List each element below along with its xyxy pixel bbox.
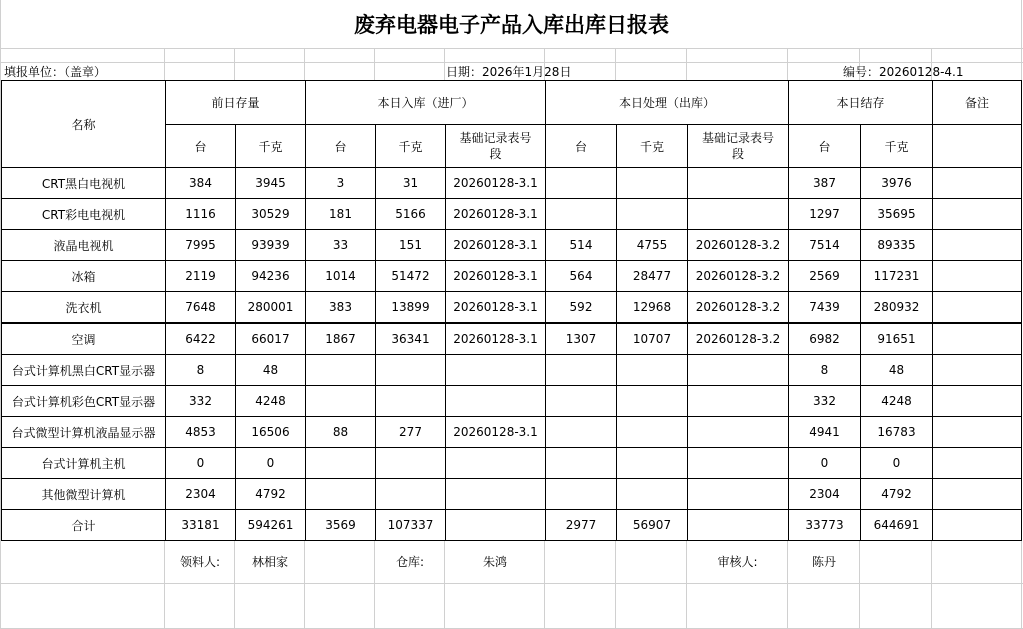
header-unit-count: 台 — [789, 125, 861, 168]
cell-remark — [933, 479, 1022, 510]
cell-in-record — [446, 510, 546, 541]
cell-out-kg — [617, 199, 688, 230]
cell-out-kg: 28477 — [617, 261, 688, 292]
row-name: 冰箱 — [2, 261, 166, 292]
cell-in-count: 3 — [306, 168, 376, 199]
total-row — [2, 510, 1022, 541]
row-name: 其他微型计算机 — [2, 479, 166, 510]
cell-prev-kg: 594261 — [236, 510, 306, 541]
cell-in-record — [446, 448, 546, 479]
cell-remark — [933, 448, 1022, 479]
row-name: 洗衣机 — [2, 292, 166, 324]
cell-in-kg — [376, 479, 446, 510]
cell-in-kg: 5166 — [376, 199, 446, 230]
cell-bal-kg: 91651 — [861, 323, 933, 355]
cell-bal-count: 387 — [789, 168, 861, 199]
cell-remark — [933, 292, 1022, 324]
cell-in-record — [446, 386, 546, 417]
cell-out-record: 20260128-3.2 — [688, 323, 789, 355]
header-record-range-text: 基础记录表号段 — [459, 131, 532, 161]
warehouse-name: 朱鸿 — [482, 554, 507, 569]
cell-in-kg — [376, 386, 446, 417]
cell-remark — [933, 199, 1022, 230]
header-unit-count: 台 — [546, 125, 617, 168]
header-processed: 本日处理（出库） — [546, 81, 789, 125]
cell-out-kg — [617, 168, 688, 199]
cell-out-count — [546, 479, 617, 510]
cell-out-count — [546, 199, 617, 230]
cell-prev-kg: 3945 — [236, 168, 306, 199]
cell-remark — [933, 230, 1022, 261]
cell-out-kg: 4755 — [617, 230, 688, 261]
row-name: 台式微型计算机液晶显示器 — [2, 417, 166, 448]
cell-prev-kg: 66017 — [236, 323, 306, 355]
sign-blank — [932, 539, 1021, 583]
cell-out-record — [688, 479, 789, 510]
cell-out-count — [546, 168, 617, 199]
cell-prev-kg: 0 — [236, 448, 306, 479]
cell-in-count: 1014 — [306, 261, 376, 292]
cell-bal-kg: 4792 — [861, 479, 933, 510]
header-inbound: 本日入库（进厂） — [306, 81, 546, 125]
cell-out-record — [688, 386, 789, 417]
cell-bal-count: 8 — [789, 355, 861, 386]
table-row — [2, 323, 1022, 355]
cell-prev-count: 7995 — [166, 230, 236, 261]
warehouse-label: 仓库: — [395, 554, 425, 569]
cell-bal-count: 6982 — [789, 323, 861, 355]
cell-out-count — [546, 386, 617, 417]
cell-in-count: 33 — [306, 230, 376, 261]
cell-prev-count: 332 — [166, 386, 236, 417]
row-name: 合计 — [2, 510, 166, 541]
cell-in-record: 20260128-3.1 — [446, 199, 546, 230]
table-row — [2, 168, 1022, 199]
collector-label: 领料人: — [179, 554, 221, 569]
cell-bal-kg: 117231 — [861, 261, 933, 292]
sign-blank — [860, 539, 932, 583]
table-row — [2, 355, 1022, 386]
reporting-unit: 填报单位：（盖章） — [4, 65, 107, 79]
header-unit-kg: 千克 — [861, 125, 933, 168]
cell-out-kg — [617, 448, 688, 479]
header-row-groups — [2, 81, 1022, 125]
cell-remark — [933, 355, 1022, 386]
cell-out-count: 514 — [546, 230, 617, 261]
cell-remark — [933, 386, 1022, 417]
cell-in-kg: 151 — [376, 230, 446, 261]
cell-out-record: 20260128-3.2 — [688, 261, 789, 292]
cell-bal-count: 1297 — [789, 199, 861, 230]
cell-bal-kg: 16783 — [861, 417, 933, 448]
cell-in-count: 3569 — [306, 510, 376, 541]
table-row — [2, 261, 1022, 292]
cell-bal-count: 33773 — [789, 510, 861, 541]
cell-in-kg: 51472 — [376, 261, 446, 292]
cell-bal-count: 2569 — [789, 261, 861, 292]
cell-out-record: 20260128-3.2 — [688, 292, 789, 324]
row-name: CRT黑白电视机 — [2, 168, 166, 199]
row-name: 台式计算机彩色CRT显示器 — [2, 386, 166, 417]
cell-in-kg: 107337 — [376, 510, 446, 541]
cell-prev-kg: 280001 — [236, 292, 306, 324]
header-name: 名称 — [2, 81, 166, 168]
cell-in-kg: 13899 — [376, 292, 446, 324]
cell-in-count: 1867 — [306, 323, 376, 355]
cell-bal-count: 4941 — [789, 417, 861, 448]
cell-out-count — [546, 355, 617, 386]
header-unit-count: 台 — [166, 125, 236, 168]
cell-bal-count: 7439 — [789, 292, 861, 324]
cell-out-kg: 10707 — [617, 323, 688, 355]
cell-prev-count: 0 — [166, 448, 236, 479]
cell-bal-kg: 89335 — [861, 230, 933, 261]
cell-in-record: 20260128-3.1 — [446, 168, 546, 199]
cell-out-kg: 12968 — [617, 292, 688, 324]
cell-out-record — [688, 510, 789, 541]
sign-blank — [616, 539, 687, 583]
cell-prev-kg: 4248 — [236, 386, 306, 417]
cell-in-count: 383 — [306, 292, 376, 324]
cell-out-record — [688, 355, 789, 386]
cell-out-record — [688, 199, 789, 230]
cell-in-record: 20260128-3.1 — [446, 230, 546, 261]
cell-in-record — [446, 479, 546, 510]
cell-prev-count: 4853 — [166, 417, 236, 448]
cell-in-count: 181 — [306, 199, 376, 230]
row-name: 液晶电视机 — [2, 230, 166, 261]
sign-blank — [305, 539, 375, 583]
table-row — [2, 448, 1022, 479]
table-row — [2, 417, 1022, 448]
cell-prev-kg: 4792 — [236, 479, 306, 510]
reviewer-name: 陈丹 — [811, 554, 836, 569]
cell-bal-count: 7514 — [789, 230, 861, 261]
header-unit-kg: 千克 — [617, 125, 688, 168]
header-remark-blank — [933, 125, 1022, 168]
table-row — [2, 479, 1022, 510]
cell-prev-count: 6422 — [166, 323, 236, 355]
row-name: CRT彩电电视机 — [2, 199, 166, 230]
cell-remark — [933, 323, 1022, 355]
cell-bal-kg: 280932 — [861, 292, 933, 324]
cell-out-record — [688, 417, 789, 448]
report-date: 日期：2026年1月28日 — [446, 65, 572, 79]
cell-out-kg — [617, 479, 688, 510]
sign-blank — [545, 539, 616, 583]
cell-bal-kg: 35695 — [861, 199, 933, 230]
cell-in-record: 20260128-3.1 — [446, 292, 546, 324]
header-record-range-text: 基础记录表号段 — [701, 131, 774, 161]
row-name: 台式计算机主机 — [2, 448, 166, 479]
cell-prev-count: 7648 — [166, 292, 236, 324]
cell-in-count — [306, 479, 376, 510]
cell-out-count: 2977 — [546, 510, 617, 541]
cell-prev-kg: 48 — [236, 355, 306, 386]
signature-row — [1, 539, 1021, 583]
cell-in-count: 88 — [306, 417, 376, 448]
cell-out-kg — [617, 355, 688, 386]
collector-name: 林相家 — [251, 554, 288, 569]
cell-bal-count: 332 — [789, 386, 861, 417]
cell-out-count — [546, 417, 617, 448]
cell-remark — [933, 510, 1022, 541]
cell-remark — [933, 417, 1022, 448]
header-unit-count: 台 — [306, 125, 376, 168]
cell-prev-count: 2119 — [166, 261, 236, 292]
cell-bal-kg: 48 — [861, 355, 933, 386]
cell-prev-kg: 94236 — [236, 261, 306, 292]
cell-out-kg — [617, 386, 688, 417]
cell-prev-kg: 16506 — [236, 417, 306, 448]
cell-bal-kg: 0 — [861, 448, 933, 479]
header-unit-kg: 千克 — [236, 125, 306, 168]
cell-out-record: 20260128-3.2 — [688, 230, 789, 261]
cell-bal-count: 2304 — [789, 479, 861, 510]
cell-out-count — [546, 448, 617, 479]
row-name: 台式计算机黑白CRT显示器 — [2, 355, 166, 386]
header-balance: 本日结存 — [789, 81, 933, 125]
table-row — [2, 292, 1022, 324]
cell-in-record — [446, 355, 546, 386]
cell-remark — [933, 168, 1022, 199]
cell-out-count: 1307 — [546, 323, 617, 355]
header-record-range — [688, 125, 789, 168]
row-name: 空调 — [2, 323, 166, 355]
cell-in-kg — [376, 355, 446, 386]
sign-blank — [1, 539, 165, 583]
cell-out-count: 564 — [546, 261, 617, 292]
cell-out-record — [688, 448, 789, 479]
cell-remark — [933, 261, 1022, 292]
cell-bal-kg: 4248 — [861, 386, 933, 417]
cell-in-kg: 36341 — [376, 323, 446, 355]
cell-bal-kg: 644691 — [861, 510, 933, 541]
header-remark: 备注 — [933, 81, 1022, 125]
cell-in-record: 20260128-3.1 — [446, 417, 546, 448]
report-title: 废弃电器电子产品入库出库日报表 — [354, 12, 669, 37]
cell-in-record: 20260128-3.1 — [446, 261, 546, 292]
cell-prev-count: 8 — [166, 355, 236, 386]
cell-out-count: 592 — [546, 292, 617, 324]
cell-prev-kg: 30529 — [236, 199, 306, 230]
cell-prev-count: 1116 — [166, 199, 236, 230]
cell-prev-count: 384 — [166, 168, 236, 199]
cell-prev-count: 2304 — [166, 479, 236, 510]
reviewer-label: 审核人: — [717, 554, 758, 569]
cell-in-kg: 31 — [376, 168, 446, 199]
cell-in-count — [306, 448, 376, 479]
cell-in-count — [306, 355, 376, 386]
cell-out-record — [688, 168, 789, 199]
cell-in-kg — [376, 448, 446, 479]
cell-out-kg: 56907 — [617, 510, 688, 541]
table-row — [2, 386, 1022, 417]
table-row — [2, 230, 1022, 261]
cell-bal-kg: 3976 — [861, 168, 933, 199]
header-record-range — [446, 125, 546, 168]
header-prev-stock: 前日存量 — [166, 81, 306, 125]
cell-in-kg: 277 — [376, 417, 446, 448]
cell-bal-count: 0 — [789, 448, 861, 479]
report-number: 编号：20260128-4.1 — [843, 65, 964, 79]
inventory-table — [1, 80, 1022, 541]
cell-out-kg — [617, 417, 688, 448]
table-row — [2, 199, 1022, 230]
table-body — [2, 168, 1022, 541]
cell-in-record: 20260128-3.1 — [446, 323, 546, 355]
cell-in-count — [306, 386, 376, 417]
cell-prev-count: 33181 — [166, 510, 236, 541]
cell-prev-kg: 93939 — [236, 230, 306, 261]
header-unit-kg: 千克 — [376, 125, 446, 168]
